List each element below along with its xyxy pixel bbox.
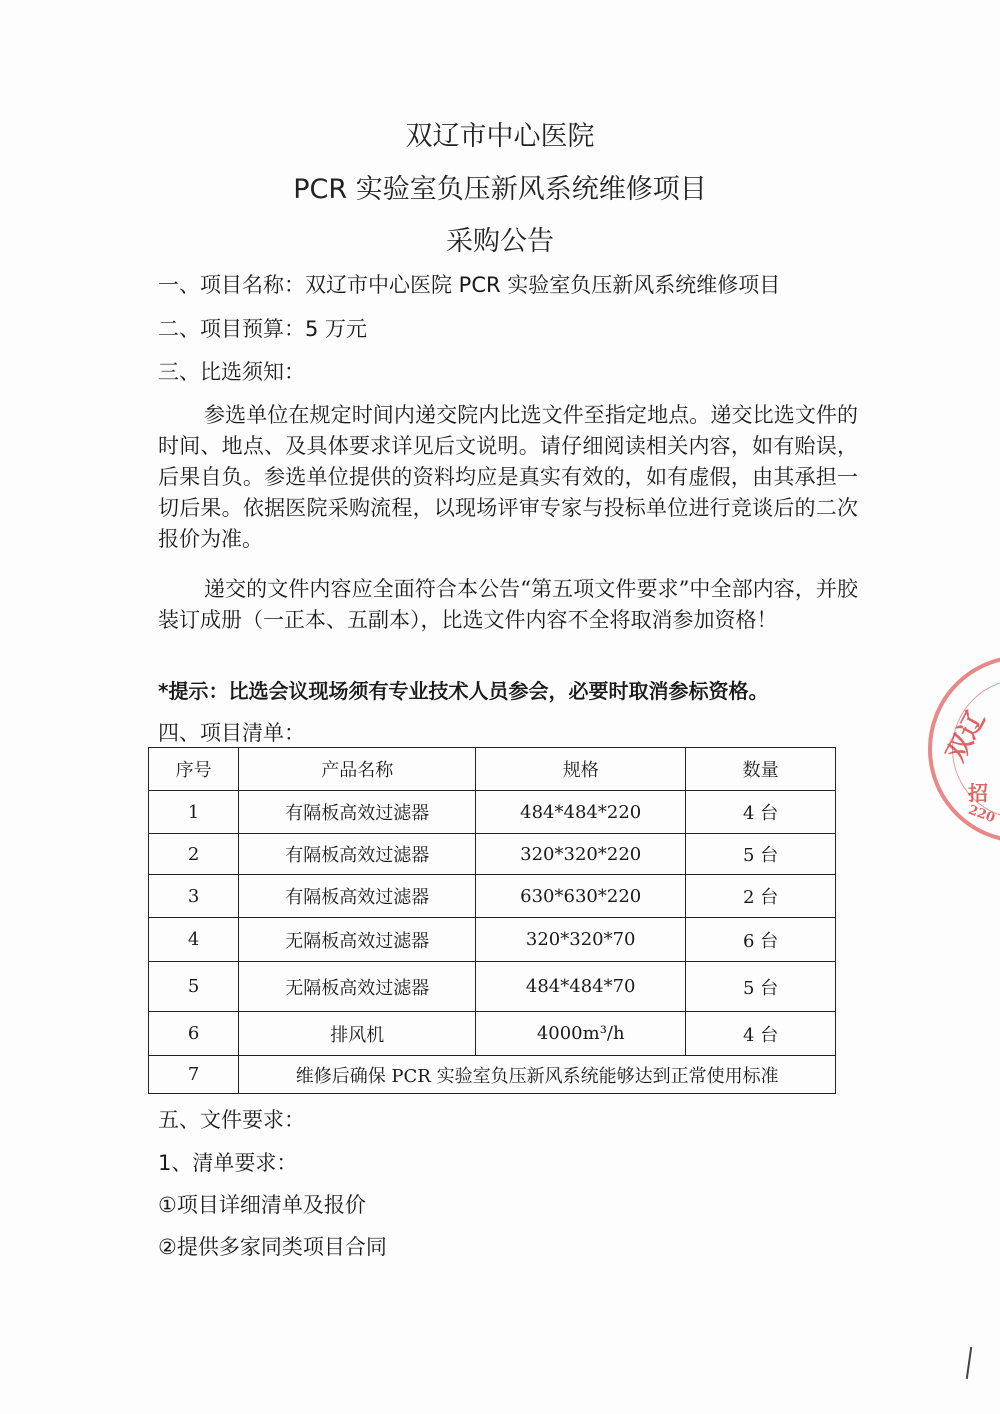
- cell-spec: 320*320*70: [476, 918, 686, 962]
- cell-no: 6: [149, 1012, 239, 1056]
- cell-qty: 2 台: [686, 875, 836, 918]
- header-product: 产品名称: [239, 748, 476, 791]
- item-table: [148, 747, 836, 1094]
- table-row: [149, 791, 836, 834]
- table-row: [149, 834, 836, 875]
- cell-spec: 320*320*220: [476, 834, 686, 875]
- section-item-list: 四、项目清单：: [158, 721, 305, 745]
- header-qty: 数量: [686, 748, 836, 791]
- doc-type-title: 采购公告: [446, 226, 554, 257]
- cell-product: 无隔板高效过滤器: [239, 962, 476, 1012]
- notice-text: *提示：比选会议现场须有专业技术人员参会，必要时取消参标资格。: [158, 679, 769, 703]
- header-no: 序号: [149, 748, 239, 791]
- cell-no: 1: [149, 791, 239, 834]
- pen-mark: [966, 1347, 972, 1379]
- seal-text-top: 双辽: [940, 706, 992, 767]
- cell-qty: 6 台: [686, 918, 836, 962]
- subsection-list-requirements: 1、清单要求：: [158, 1151, 298, 1175]
- table-row: [149, 962, 836, 1012]
- seal-text-middle: 招: [968, 781, 988, 805]
- table-row: [149, 1056, 836, 1094]
- table-row: [149, 918, 836, 962]
- cell-merged-note: 维修后确保 PCR 实验室负压新风系统能够达到正常使用标准: [239, 1056, 836, 1094]
- cell-no: 5: [149, 962, 239, 1012]
- requirement-item-2: ②提供多家同类项目合同: [158, 1235, 387, 1259]
- cell-no: 7: [149, 1056, 239, 1094]
- cell-spec: 630*630*220: [476, 875, 686, 918]
- cell-no: 4: [149, 918, 239, 962]
- cell-qty: 4 台: [686, 1012, 836, 1056]
- cell-spec: 484*484*70: [476, 962, 686, 1012]
- project-title: PCR 实验室负压新风系统维修项目: [293, 174, 707, 205]
- table-header-row: [149, 748, 836, 791]
- cell-spec: 4000m³/h: [476, 1012, 686, 1056]
- cell-qty: 4 台: [686, 791, 836, 834]
- cell-product: 无隔板高效过滤器: [239, 918, 476, 962]
- rules-paragraph-2: 递交的文件内容应全面符合本公告“第五项文件要求”中全部内容，并胶装订成册（一正本、五副本），比选文件内容不全将取消参加资格！: [158, 577, 858, 632]
- seal-text-bottom: 220: [966, 802, 997, 827]
- requirement-item-1: ①项目详细清单及报价: [158, 1193, 366, 1217]
- section-doc-requirements: 五、文件要求：: [158, 1108, 305, 1132]
- cell-product: 排风机: [239, 1012, 476, 1056]
- cell-qty: 5 台: [686, 962, 836, 1012]
- cell-product: 有隔板高效过滤器: [239, 875, 476, 918]
- official-seal-stamp: [928, 655, 1000, 843]
- cell-qty: 5 台: [686, 834, 836, 875]
- cell-spec: 484*484*220: [476, 791, 686, 834]
- rules-paragraph-1: 参选单位在规定时间内递交院内比选文件至指定地点。递交比选文件的时间、地点、及具体要求详见后文说明。请仔细阅读相关内容，如有贻误，后果自负。参选单位提供的资料均应是真实有效的，如有虚假，由其承担一切后果。依据医院采购流程，以现场评审专家与投标单位进行竞谈后的二次报价为准。: [158, 403, 858, 551]
- section-budget: 二、项目预算：5 万元: [158, 317, 368, 341]
- table-row: [149, 875, 836, 918]
- section-rules-heading: 三、比选须知：: [158, 360, 305, 384]
- cell-product: 有隔板高效过滤器: [239, 834, 476, 875]
- cell-no: 2: [149, 834, 239, 875]
- org-title: 双辽市中心医院: [405, 121, 595, 152]
- cell-no: 3: [149, 875, 239, 918]
- cell-product: 有隔板高效过滤器: [239, 791, 476, 834]
- section-project-name: 一、项目名称：双辽市中心医院 PCR 实验室负压新风系统维修项目: [158, 273, 781, 297]
- table-row: [149, 1012, 836, 1056]
- header-spec: 规格: [476, 748, 686, 791]
